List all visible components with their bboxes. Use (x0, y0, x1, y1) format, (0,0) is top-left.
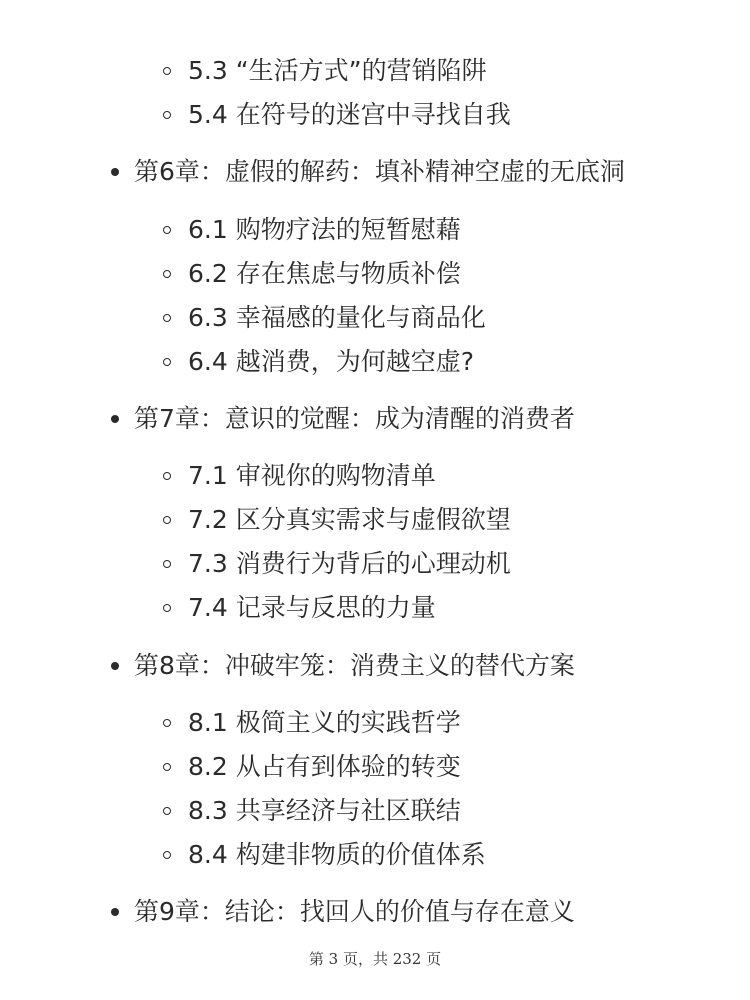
circle-bullet-icon (163, 314, 171, 322)
disc-bullet-icon (111, 168, 119, 176)
circle-bullet-icon (163, 358, 171, 366)
circle-bullet-icon (163, 851, 171, 859)
disc-bullet-icon (111, 415, 119, 423)
disc-bullet-icon (111, 662, 119, 670)
toc-section-title: 8.3 共享经济与社区联结 (188, 796, 461, 825)
toc-section-title: 7.4 记录与反思的力量 (188, 593, 436, 622)
circle-bullet-icon (163, 719, 171, 727)
toc-section-title: 7.1 审视你的购物清单 (188, 461, 436, 490)
circle-bullet-icon (163, 111, 171, 119)
disc-bullet-icon (111, 908, 119, 916)
circle-bullet-icon (163, 270, 171, 278)
circle-bullet-icon (163, 516, 171, 524)
page-number-footer: 第 3 页，共 232 页 (308, 950, 442, 968)
toc-chapter-title: 第8章：冲破牢笼：消费主义的替代方案 (134, 651, 575, 680)
toc-section-title: 6.3 幸福感的量化与商品化 (188, 303, 486, 332)
toc-section-title: 7.3 消费行为背后的心理动机 (188, 549, 511, 578)
toc-section-title: 6.2 存在焦虑与物质补偿 (188, 259, 461, 288)
toc-section-title: 5.3 “生活方式”的营销陷阱 (188, 56, 487, 85)
toc-chapter-title: 第7章：意识的觉醒：成为清醒的消费者 (134, 404, 575, 433)
circle-bullet-icon (163, 67, 171, 75)
toc-section-title: 8.1 极简主义的实践哲学 (188, 708, 461, 737)
toc-section-title: 6.1 购物疗法的短暂慰藉 (188, 215, 461, 244)
circle-bullet-icon (163, 807, 171, 815)
circle-bullet-icon (163, 472, 171, 480)
toc-section-title: 6.4 越消费，为何越空虚? (188, 347, 474, 376)
circle-bullet-icon (163, 604, 171, 612)
circle-bullet-icon (163, 763, 171, 771)
toc-section-title: 7.2 区分真实需求与虚假欲望 (188, 505, 511, 534)
circle-bullet-icon (163, 560, 171, 568)
toc-section-title: 8.2 从占有到体验的转变 (188, 752, 461, 781)
circle-bullet-icon (163, 226, 171, 234)
toc-section-title: 5.4 在符号的迷宫中寻找自我 (188, 100, 511, 129)
toc-chapter-title: 第6章：虚假的解药：填补精神空虚的无底洞 (134, 157, 625, 186)
toc-section-title: 8.4 构建非物质的价值体系 (188, 840, 486, 869)
toc-chapter-title: 第9章：结论：找回人的价值与存在意义 (134, 897, 575, 926)
